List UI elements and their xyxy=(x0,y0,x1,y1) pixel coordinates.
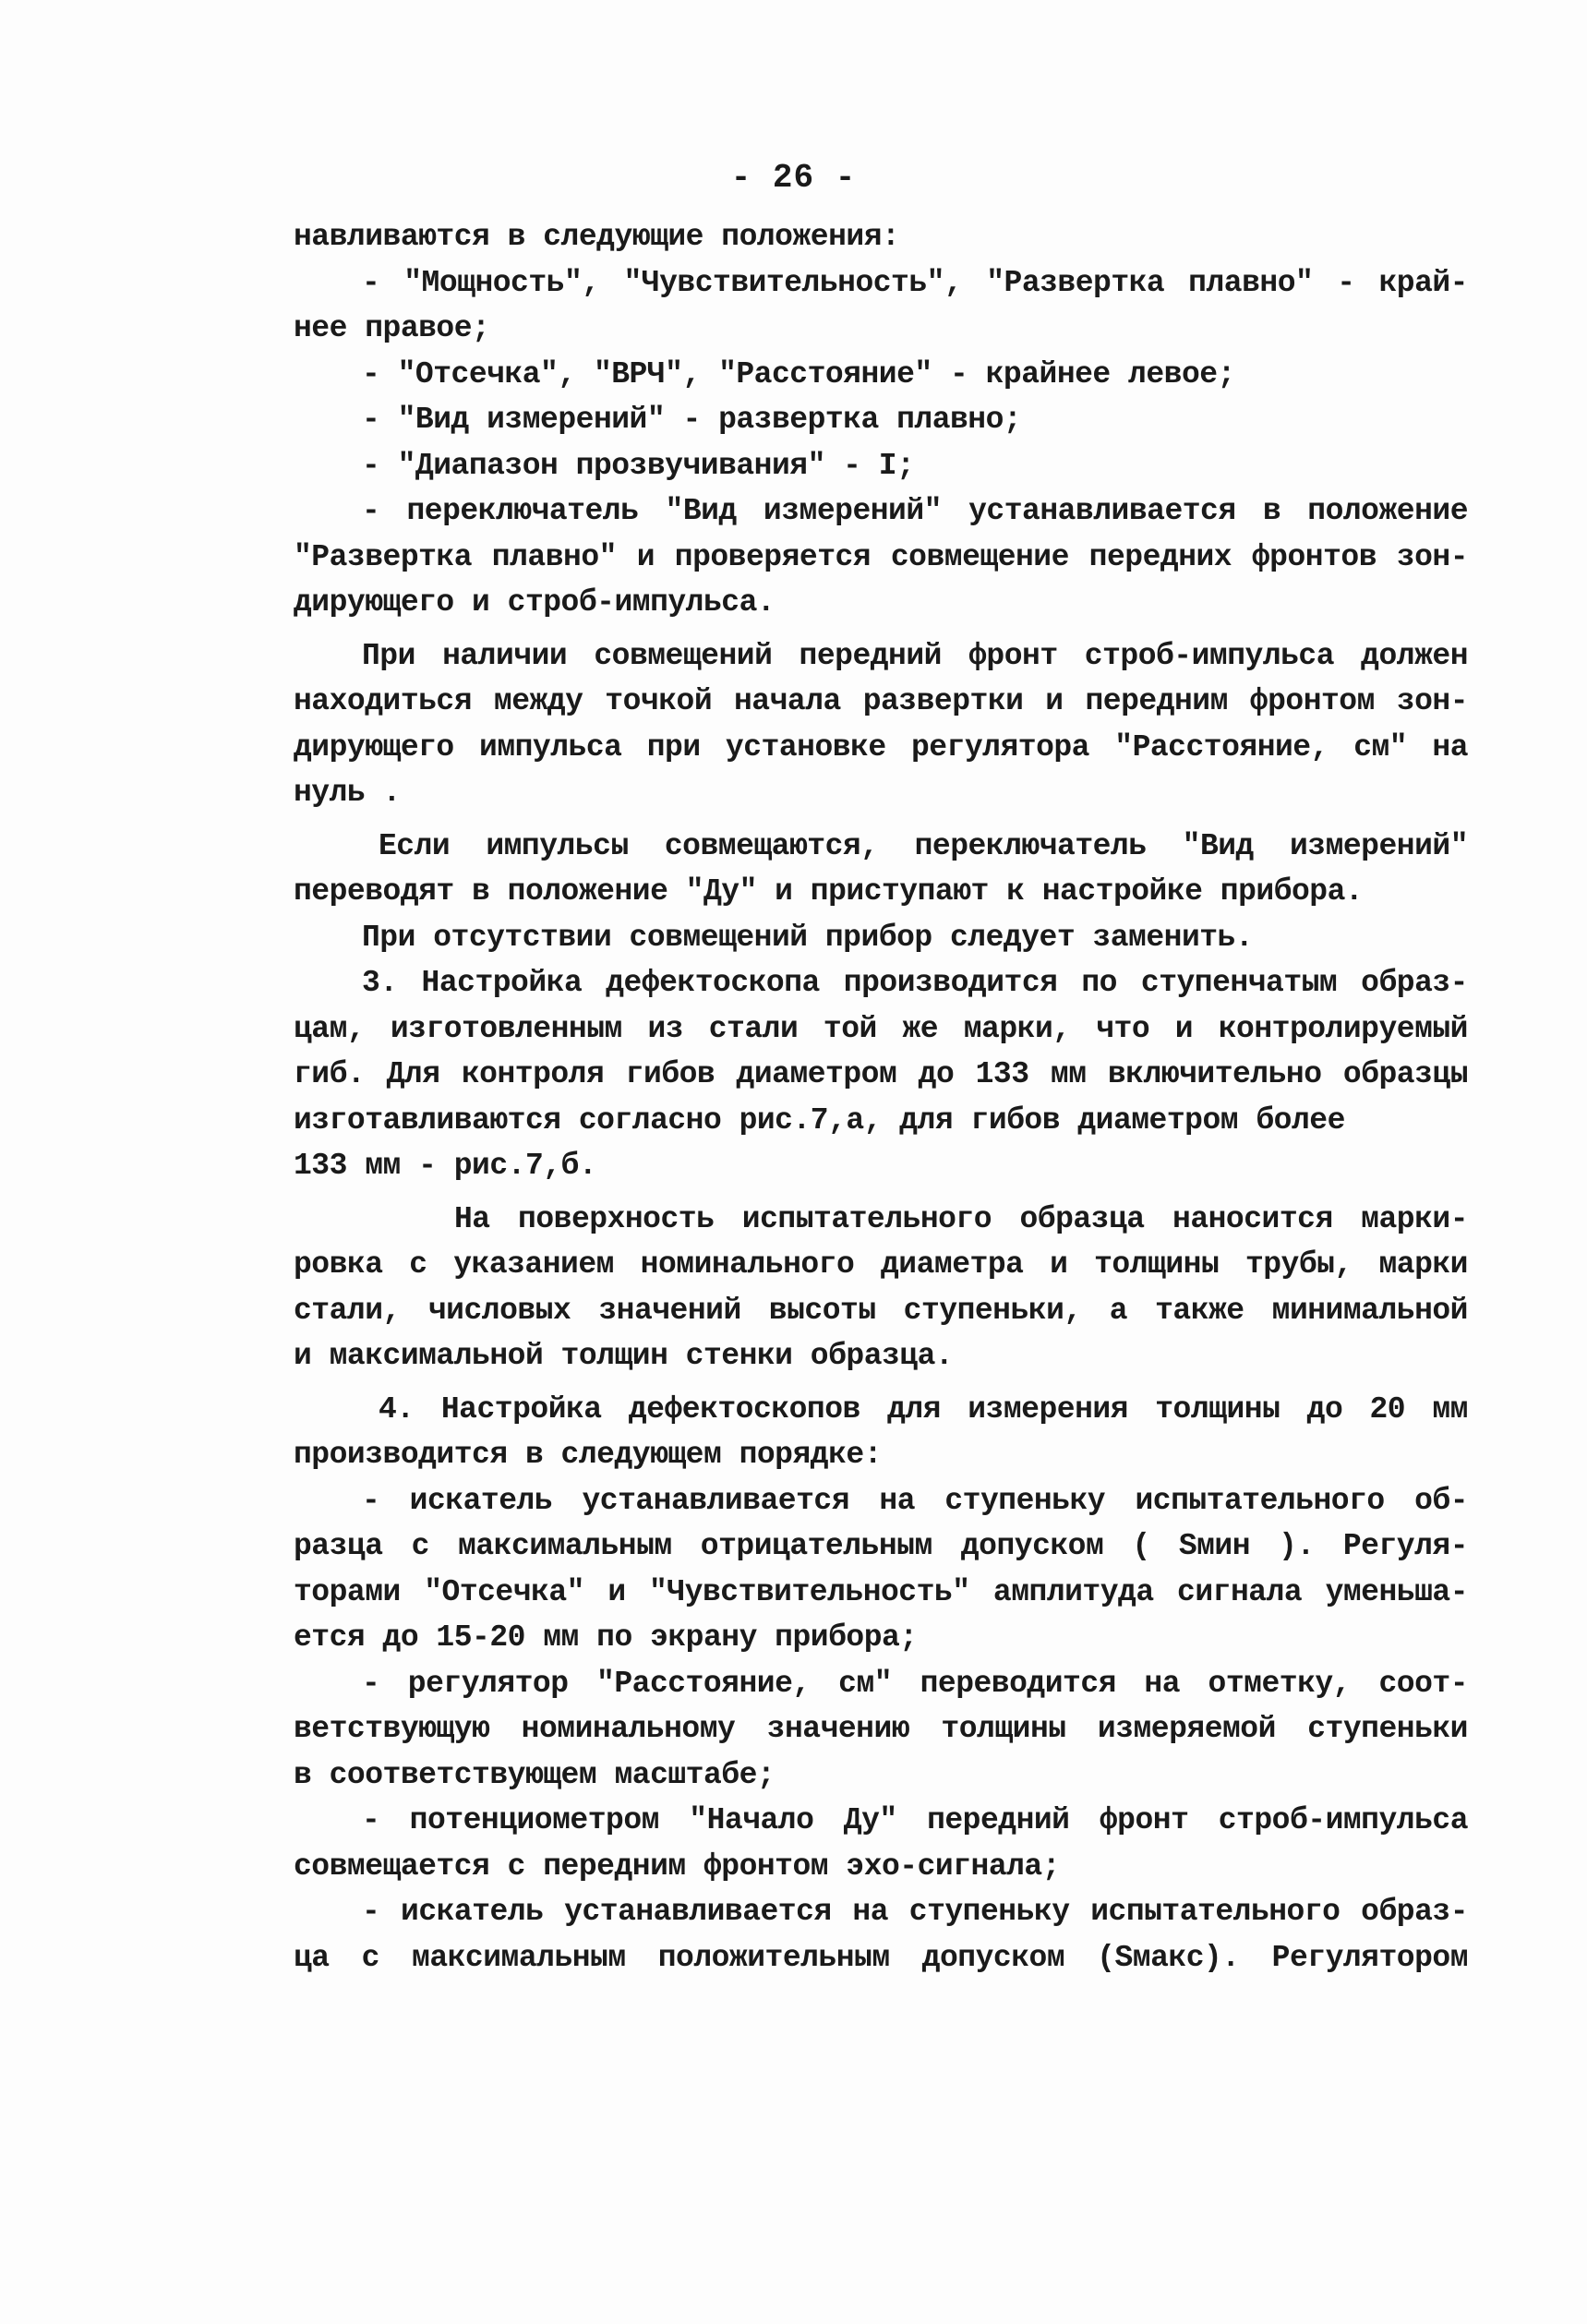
text-line: дирующего импульса при установке регулятора "Расстояние, см" на xyxy=(294,729,1468,765)
text-line: дирующего и строб-импульса. xyxy=(294,585,775,620)
text-line: На поверхность испытательного образца наносится марки- xyxy=(454,1201,1468,1236)
text-line: 4. Настройка дефектоскопов для измерения толщины до 20 мм xyxy=(379,1391,1468,1427)
text-line: ца с максимальным положительным допуском (Sмакс). Регулятором xyxy=(294,1940,1468,1975)
text-line: нуль . xyxy=(294,776,401,810)
text-line: изготавливаются согласно рис.7,а, для гибов диаметром более xyxy=(294,1102,1345,1138)
text-line: - "Диапазон прозвучивания" - I; xyxy=(362,448,915,483)
text-line: - переключатель "Вид измерений" устанавливается в положение xyxy=(362,494,1468,528)
text-line: 133 мм - рис.7,б. xyxy=(294,1149,597,1183)
text-line: производится в следующем порядке: xyxy=(294,1438,883,1472)
paragraph-gap xyxy=(294,816,1468,824)
text-line: "Развертка плавно" и проверяется совмещение передних фронтов зон- xyxy=(294,539,1468,574)
text-line: Если импульсы совмещаются, переключатель "Вид измерений" xyxy=(379,828,1468,863)
text-line: стали, числовых значений высоты ступеньки, а также минимальной xyxy=(294,1293,1468,1328)
text-line: ется до 15-20 мм по экрану прибора; xyxy=(294,1620,918,1655)
paragraph-gap xyxy=(294,626,1468,633)
text-line: торами "Отсечка" и "Чувствительность" амплитуда сигнала уменьша- xyxy=(294,1574,1468,1609)
text-line: ровка с указанием номинального диаметра и толщины трубы, марки xyxy=(294,1247,1468,1282)
paragraph-gap xyxy=(294,1379,1468,1387)
text-line: - регулятор "Расстояние, см" переводится на отметку, соот- xyxy=(362,1666,1468,1701)
text-line: в соответствующем масштабе; xyxy=(294,1757,775,1792)
text-line: находиться между точкой начала развертки и передним фронтом зон- xyxy=(294,684,1468,718)
text-line: - "Мощность", "Чувствительность", "Развертка плавно" - край- xyxy=(362,265,1468,300)
text-line: и максимальной толщин стенки образца. xyxy=(294,1339,954,1373)
text-line: - искатель устанавливается на ступеньку испытательного образ- xyxy=(362,1895,1468,1929)
text-line: ветствующую номинальному значению толщины измеряемой ступеньки xyxy=(294,1712,1468,1746)
text-line: переводят в положение "Ду" и приступают к настройке прибора. xyxy=(294,874,1364,909)
text-line: цам, изготовленным из стали той же марки, что и контролируемый xyxy=(294,1011,1468,1046)
text-line: гиб. Для контроля гибов диаметром до 133 мм включительно образцы xyxy=(294,1057,1468,1091)
text-line: - искатель устанавливается на ступеньку испытательного об- xyxy=(362,1483,1468,1518)
text-line: - "Вид измерений" - развертка плавно; xyxy=(362,403,1022,437)
document-body xyxy=(294,214,1468,1981)
text-line: - "Отсечка", "ВРЧ", "Расстояние" - крайнее левое; xyxy=(362,356,1235,391)
text-line: 3. Настройка дефектоскопа производится по ступенчатым образ- xyxy=(362,966,1468,1000)
text-line: совмещается с передним фронтом эхо-сигнала; xyxy=(294,1848,1061,1884)
text-line: навливаются в следующие положения: xyxy=(294,220,900,254)
page-number: - 26 - xyxy=(730,159,857,197)
text-line: разца с максимальным отрицательным допуском ( Sмин ). Регуля- xyxy=(294,1529,1468,1563)
text-line: При наличии совмещений передний фронт строб-импульса должен xyxy=(362,638,1468,673)
text-line: нее правое; xyxy=(294,311,490,345)
text-line: При отсутствии совмещений прибор следует заменить. xyxy=(362,920,1254,955)
paragraph-gap xyxy=(294,1189,1468,1197)
text-line: - потенциометром "Начало Ду" передний фронт строб-импульса xyxy=(362,1803,1468,1837)
